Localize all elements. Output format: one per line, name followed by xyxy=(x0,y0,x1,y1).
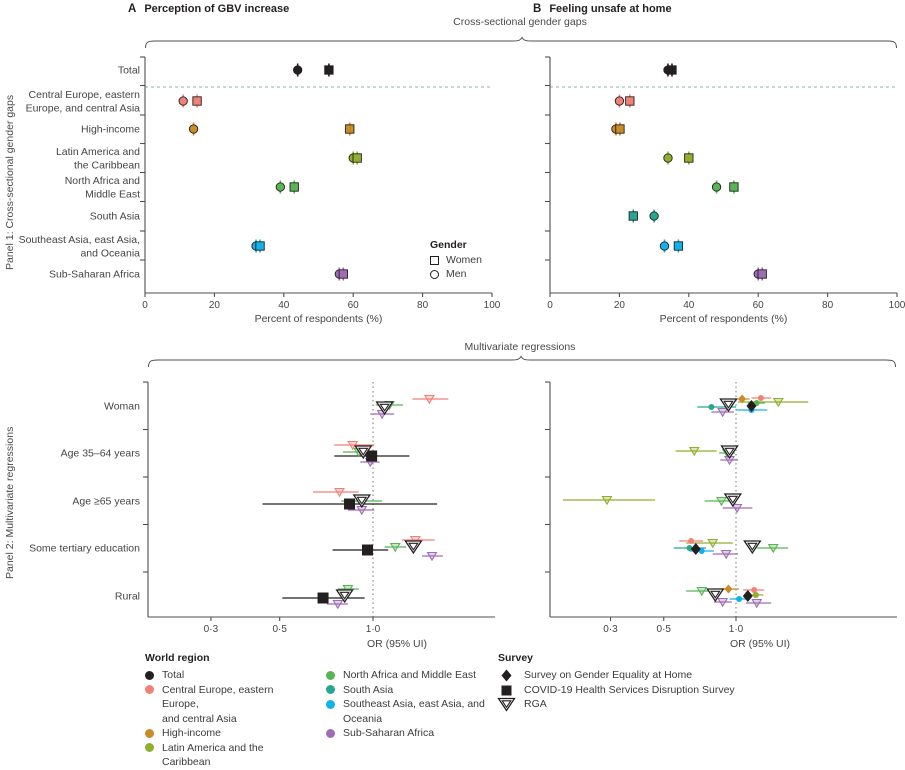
svg-text:60: 60 xyxy=(347,300,359,311)
svg-text:South Asia: South Asia xyxy=(89,210,140,223)
axes xyxy=(143,382,495,650)
svg-text:100: 100 xyxy=(483,300,501,311)
region-legend-label: Sub-Saharan Africa xyxy=(343,727,435,739)
chart-gbv-regressions xyxy=(0,358,510,658)
region-legend-label: High-income xyxy=(162,727,221,739)
svg-text:0·3: 0·3 xyxy=(603,624,618,635)
panel-b-letter: B xyxy=(533,3,542,15)
region-legend-item xyxy=(326,668,516,683)
legend-dot-latam-icon xyxy=(145,743,154,752)
survey-legend-label: RGA xyxy=(524,698,547,710)
data-points xyxy=(563,395,808,608)
gender-legend-items xyxy=(430,253,482,281)
legend-dot-sea-icon xyxy=(326,700,335,709)
svg-text:0·5: 0·5 xyxy=(272,624,287,635)
legend-dot-south_asia-icon xyxy=(326,685,335,694)
svg-text:1·0: 1·0 xyxy=(365,624,381,635)
region-legend-item xyxy=(145,726,310,741)
panel2b-plot xyxy=(545,382,897,650)
region-legend-title: World region xyxy=(145,652,210,664)
svg-text:0: 0 xyxy=(142,300,148,311)
svg-text:Woman: Woman xyxy=(104,400,140,413)
bottom-section-label: Multivariate regressions xyxy=(464,341,576,353)
svg-text:80: 80 xyxy=(822,300,834,311)
svg-text:and Oceania: and Oceania xyxy=(80,247,140,260)
top-section-label: Cross-sectional gender gaps xyxy=(453,16,587,28)
svg-text:Age ≥65 years: Age ≥65 years xyxy=(72,495,140,508)
gender-legend-label: Men xyxy=(446,268,467,280)
svg-text:0: 0 xyxy=(547,300,553,311)
svg-text:OR (95% UI): OR (95% UI) xyxy=(366,638,428,650)
row-labels xyxy=(19,65,141,281)
gender-legend-label: Women xyxy=(446,254,482,266)
survey-legend xyxy=(498,652,735,712)
panel2-side-label: Panel 2: Multivariate regressions xyxy=(4,426,16,579)
chart-gbv-gender-gaps xyxy=(0,45,510,337)
women-square-icon xyxy=(430,256,439,265)
region-legend-columns xyxy=(145,668,516,770)
svg-text:Age 35–64 years: Age 35–64 years xyxy=(60,447,140,460)
survey-legend-item xyxy=(498,668,735,683)
panel-b-title-text: Feeling unsafe at home xyxy=(549,3,672,15)
svg-text:the Caribbean: the Caribbean xyxy=(74,159,140,172)
svg-text:80: 80 xyxy=(417,300,429,311)
legend-dot-ssa-icon xyxy=(326,729,335,738)
chart-unsafe-gender-gaps xyxy=(500,45,905,337)
svg-text:Central Europe, eastern: Central Europe, eastern xyxy=(28,88,140,101)
survey-legend-item xyxy=(498,697,735,712)
data-points xyxy=(179,64,361,281)
survey-legend-title: Survey xyxy=(498,652,534,664)
svg-text:0·5: 0·5 xyxy=(656,624,671,635)
region-legend-label: Southeast Asia, east Asia, and Oceania xyxy=(343,698,485,725)
chart-unsafe-regressions xyxy=(500,358,905,658)
svg-text:Middle East: Middle East xyxy=(85,188,140,201)
svg-text:OR (95% UI): OR (95% UI) xyxy=(729,638,791,650)
survey-legend-item xyxy=(498,683,735,698)
legend-dot-high_income-icon xyxy=(145,729,154,738)
panel1b-plot xyxy=(545,57,905,325)
svg-text:Some tertiary education: Some tertiary education xyxy=(29,542,140,555)
data-points xyxy=(612,64,767,281)
svg-text:Percent of respondents (%): Percent of respondents (%) xyxy=(254,313,383,325)
panel2a-plot xyxy=(29,382,495,650)
region-legend-label: Total xyxy=(162,669,185,681)
region-legend-item xyxy=(145,741,310,770)
gender-legend-item xyxy=(430,267,482,281)
region-legend-item xyxy=(145,683,310,727)
svg-text:100: 100 xyxy=(888,300,905,311)
region-legend-col-1 xyxy=(145,668,310,770)
svg-text:Sub-Saharan Africa: Sub-Saharan Africa xyxy=(48,268,140,281)
legend-dot-total-icon xyxy=(145,671,154,680)
region-legend-item xyxy=(326,697,516,726)
region-legend-label: Latin America and the Caribbean xyxy=(162,741,264,768)
survey-marker-square-icon xyxy=(498,684,516,697)
svg-text:Europe, and central Asia: Europe, and central Asia xyxy=(25,102,140,115)
men-circle-icon xyxy=(430,270,439,279)
data-points xyxy=(262,396,448,609)
panel-b-title xyxy=(533,3,672,15)
region-legend-label: South Asia xyxy=(343,683,394,696)
svg-text:Rural: Rural xyxy=(114,590,140,603)
survey-legend-label: Survey on Gender Equality at Home xyxy=(524,669,693,681)
region-legend-label: North Africa and Middle East xyxy=(343,669,477,681)
gender-legend xyxy=(430,239,482,281)
region-legend-label: Central Europe, eastern Europe, and central Asia xyxy=(162,683,274,725)
survey-legend-items xyxy=(498,668,735,712)
panel-a-letter: A xyxy=(128,3,137,15)
survey-marker-tri_big-icon xyxy=(498,698,516,711)
svg-text:Total: Total xyxy=(117,64,140,77)
svg-text:Southeast Asia, east Asia,: Southeast Asia, east Asia, xyxy=(18,233,140,246)
svg-text:1·0: 1·0 xyxy=(728,624,744,635)
gender-legend-item xyxy=(430,253,482,267)
region-legend-item xyxy=(145,668,310,683)
region-legend-col-2 xyxy=(326,668,516,770)
survey-marker-diamond_big-icon xyxy=(498,669,516,682)
svg-text:20: 20 xyxy=(613,300,625,311)
svg-text:Latin America and: Latin America and xyxy=(55,145,140,158)
region-legend xyxy=(145,652,516,770)
svg-text:40: 40 xyxy=(278,300,290,311)
panel-a-title xyxy=(128,3,289,15)
axes xyxy=(545,382,897,650)
legend-dot-name-icon xyxy=(326,671,335,680)
legend-dot-cee-icon xyxy=(145,685,154,694)
gender-legend-title: Gender xyxy=(430,239,467,251)
row-labels xyxy=(29,401,140,603)
svg-text:40: 40 xyxy=(683,300,695,311)
svg-text:Percent of respondents (%): Percent of respondents (%) xyxy=(659,313,788,325)
panel1a-plot xyxy=(19,57,501,325)
survey-legend-label: COVID-19 Health Services Disruption Survey xyxy=(524,683,735,696)
svg-text:60: 60 xyxy=(752,300,764,311)
panel-a-title-text: Perception of GBV increase xyxy=(144,3,290,15)
svg-text:North Africa and: North Africa and xyxy=(64,174,140,187)
axes xyxy=(545,57,905,325)
svg-text:0·3: 0·3 xyxy=(203,624,219,635)
svg-text:20: 20 xyxy=(208,300,220,311)
region-legend-item xyxy=(326,683,516,698)
region-legend-item xyxy=(326,726,516,741)
svg-text:High-income: High-income xyxy=(81,123,140,136)
panel1-side-label: Panel 1: Cross-sectional gender gaps xyxy=(4,94,16,270)
